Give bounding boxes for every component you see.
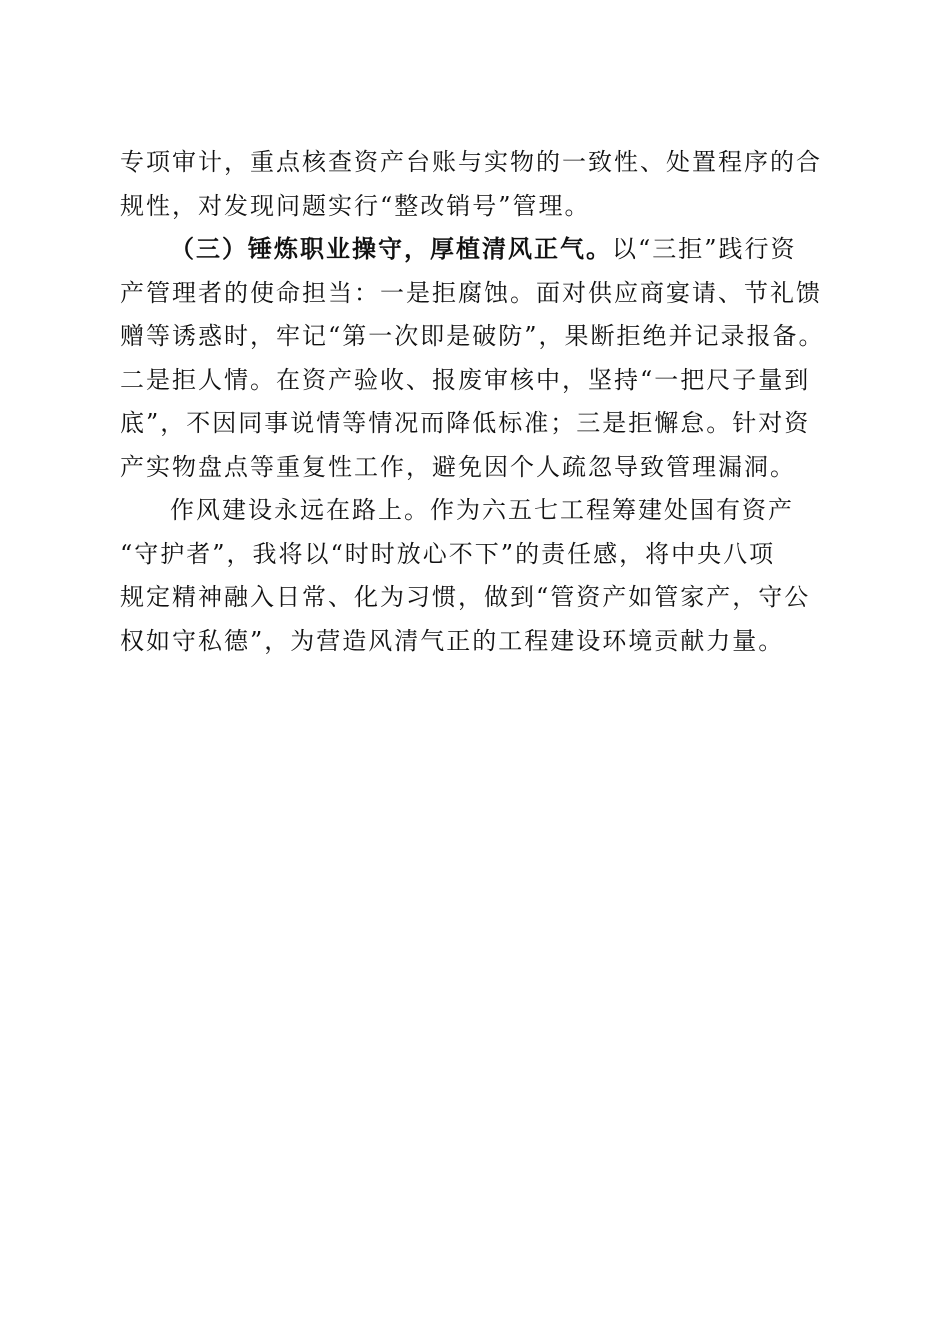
text-line: 产实物盘点等重复性工作，避免因个人疏忽导致管理漏洞。 (120, 452, 796, 481)
paragraph-audit-continuation (120, 141, 840, 228)
text-line: 规性，对发现问题实行“整改销号”管理。 (120, 191, 591, 220)
section-heading: （三）锤炼职业操守，厚植清风正气。 (170, 235, 612, 263)
text-line: 底”，不因同事说情等情况而降低标准；三是拒懈怠。针对资 (120, 409, 811, 437)
paragraph-conclusion (120, 489, 840, 663)
paragraph-professional-ethics (120, 228, 840, 489)
text-line: 产管理者的使命担当：一是拒腐蚀。面对供应商宴请、节礼馈 (120, 278, 822, 307)
text-line-first (120, 228, 840, 272)
text-line: “守护者”，我将以“时时放心不下”的责任感，将中央八项 (120, 539, 776, 568)
text-line: 专项审计，重点核查资产台账与实物的一致性、处置程序的合 (120, 148, 822, 176)
text-run: 以“三拒”践行资 (612, 235, 797, 263)
text-line: 二是拒人情。在资产验收、报废审核中，坚持“一把尺子量到 (120, 365, 811, 394)
text-line-first: 作风建设永远在路上。作为六五七工程筹建处国有资产 (170, 496, 794, 524)
text-line: 权如守私德”，为营造风清气正的工程建设环境贡献力量。 (120, 626, 785, 655)
text-line: 规定精神融入日常、化为习惯，做到“管资产如管家产，守公 (120, 583, 811, 611)
document-body (120, 141, 840, 663)
text-line: 赠等诱惑时，牢记“第一次即是破防”，果断拒绝并记录报备。 (120, 322, 825, 350)
